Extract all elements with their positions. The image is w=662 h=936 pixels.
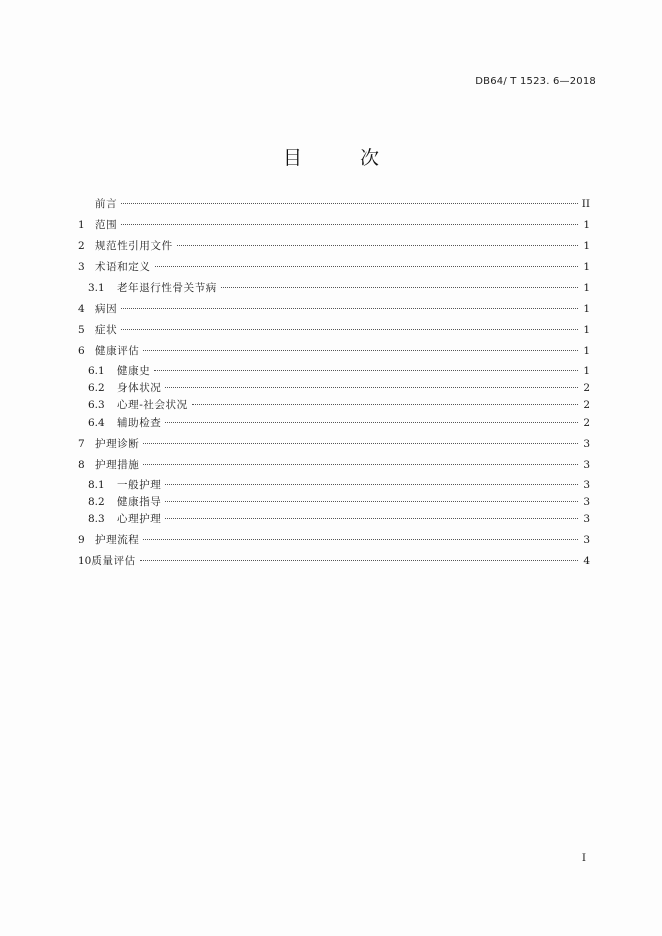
toc-section-title: 护理流程 [95,534,140,547]
toc-section-number: 6.1 [88,365,105,377]
toc-section-title: 心理-社会状况 [117,399,188,412]
toc-dot-leader [165,501,578,502]
toc-page-number: 3 [583,458,590,471]
toc-entry[interactable] [78,281,590,295]
toc-section-title: 老年退行性骨关节病 [117,281,217,294]
toc-section-number: 6.3 [88,399,105,412]
toc-entry[interactable] [78,495,590,509]
toc-dot-leader [140,560,578,561]
toc-dot-leader [121,203,578,204]
toc-dot-leader [165,422,578,423]
toc-entry[interactable] [78,381,590,395]
toc-section-title: 辅助检查 [117,416,162,429]
toc-page-number: 3 [583,496,590,509]
toc-dot-leader [121,224,578,225]
toc-entry[interactable] [78,344,590,358]
toc-section-title: 质量评估 [91,555,136,568]
toc-entry[interactable] [78,554,590,568]
toc-page-number: 1 [583,281,590,294]
toc-page-number: II [581,198,590,210]
standard-code: DB64/ T 1523. 6—2018 [475,76,596,87]
toc-dot-leader [155,266,579,267]
toc-section-title: 病因 [95,302,118,315]
toc-dot-leader [177,245,578,246]
toc-section-number: 4 [78,302,85,315]
toc-page-number: 3 [583,534,590,547]
toc-section-title: 范围 [95,219,118,231]
toc-entry[interactable] [78,323,590,337]
toc-section-number: 7 [78,437,85,450]
toc-dot-leader [221,287,578,288]
toc-dot-leader [121,329,578,330]
toc-dot-leader [143,539,578,540]
toc-dot-leader [165,518,578,519]
toc-section-title: 健康指导 [117,496,162,509]
toc-dot-leader [143,464,578,465]
toc-section-title: 一般护理 [117,479,162,492]
toc-section-number: 6 [78,344,85,357]
toc-section-title: 症状 [95,323,118,336]
toc-page-number: 2 [583,399,590,412]
toc-section-title: 心理护理 [117,513,162,526]
toc-entry[interactable] [78,398,590,412]
toc-page-number: 1 [583,219,590,231]
toc-section-title: 前言 [95,198,118,210]
toc-page-number: 4 [583,555,590,568]
toc-dot-leader [121,308,578,309]
toc-entry[interactable] [78,302,590,316]
toc-dot-leader [154,370,578,371]
toc-dot-leader [143,443,578,444]
toc-page-number: 1 [583,261,590,273]
toc-entry[interactable] [78,512,590,526]
toc-section-title: 规范性引用文件 [95,240,173,252]
toc-page-number: 1 [583,344,590,357]
toc-entry[interactable] [78,458,590,472]
toc-page-number: 3 [583,479,590,492]
toc-section-number: 3.1 [88,281,105,294]
toc-page-number: 1 [583,323,590,336]
toc-page-number: 1 [583,240,590,252]
toc-page-number: 3 [583,437,590,450]
toc-entry[interactable] [78,218,590,232]
toc-dot-leader [143,350,578,351]
toc-section-number: 1 [78,219,85,231]
toc-section-number: 8 [78,458,85,471]
toc-section-title: 健康评估 [95,344,140,357]
toc-section-number: 8.3 [88,513,105,526]
toc-entry[interactable] [78,533,590,547]
page-number: I [581,852,586,864]
toc-dot-leader [165,387,578,388]
toc-entry[interactable] [78,260,590,274]
toc-dot-leader [165,484,578,485]
toc-entry[interactable] [78,437,590,451]
toc-page-number: 1 [583,302,590,315]
toc-section-number: 6.2 [88,382,105,395]
toc-section-number: 3 [78,261,85,273]
toc-entry[interactable] [78,364,590,378]
toc-page-number: 3 [583,513,590,526]
toc-page-number: 2 [583,382,590,395]
toc-section-number: 8.1 [88,479,105,492]
toc-entry[interactable] [78,239,590,253]
toc-section-number: 9 [78,534,85,547]
toc-section-number: 2 [78,240,85,252]
toc-section-title: 健康史 [117,365,151,377]
toc-section-number: 10 [78,555,92,568]
toc-section-number: 6.4 [88,416,105,429]
toc-entry[interactable] [78,197,590,211]
toc-page-number: 1 [583,365,590,377]
toc-dot-leader [192,404,578,405]
toc-entry[interactable] [78,416,590,430]
toc-section-title: 术语和定义 [95,261,151,273]
toc-section-title: 护理措施 [95,458,140,471]
toc-page-number: 2 [583,416,590,429]
toc-section-number: 8.2 [88,496,105,509]
table-of-contents [78,197,590,568]
toc-section-title: 身体状况 [117,382,162,395]
toc-section-title: 护理诊断 [95,437,140,450]
toc-section-number: 5 [78,323,85,336]
toc-entry[interactable] [78,478,590,492]
page-title: 目 次 [282,147,406,169]
